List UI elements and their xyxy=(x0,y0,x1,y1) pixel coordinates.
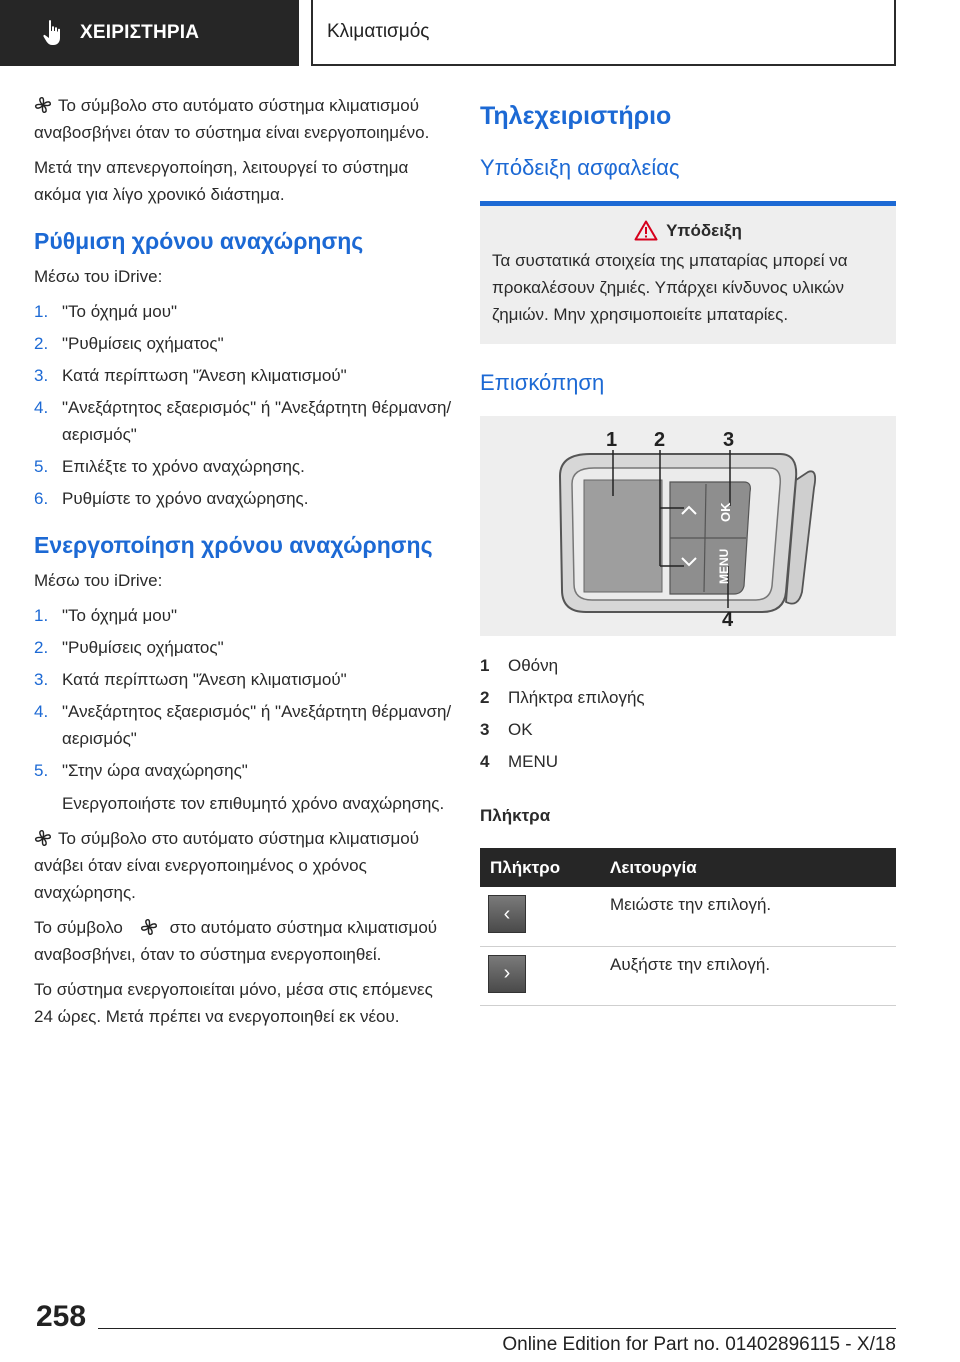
legend-item xyxy=(480,746,896,778)
legend-item xyxy=(480,682,896,714)
key-cell xyxy=(480,946,600,1005)
legend-item xyxy=(480,714,896,746)
step-text: "Ρυθμίσεις οχήματος" xyxy=(62,334,224,353)
legend-text: OK xyxy=(508,720,533,739)
keys-heading: Πλήκτρα xyxy=(480,806,551,825)
step-number: 1. xyxy=(34,302,49,321)
step-number: 4. xyxy=(34,702,49,721)
notice-header xyxy=(492,220,884,241)
keys-table xyxy=(480,848,896,1006)
step-number: 5. xyxy=(34,457,49,476)
right-column xyxy=(480,92,896,1006)
callout-4: 4 xyxy=(722,609,734,631)
step-number: 2. xyxy=(34,334,49,353)
warning-icon xyxy=(634,220,658,241)
step-number: 2. xyxy=(34,638,49,657)
step-text: Κατά περίπτωση "Άνεση κλιματισμού" xyxy=(62,366,347,385)
column-header: Λειτουργία xyxy=(600,848,896,887)
step-detail: Ενεργοποιήστε τον επιθυμητό χρόνο αναχώρησης. xyxy=(62,794,445,813)
remote-key-drawing xyxy=(480,416,896,636)
list-item xyxy=(34,757,452,784)
list-item xyxy=(34,362,452,389)
footer-divider xyxy=(98,1328,896,1329)
heading-activate-departure: Ενεργοποίηση χρόνου αναχώρησης xyxy=(34,532,433,558)
fan-lit-text: Το σύμβολο στο αυτόματο σύστημα κλιματισμού ανάβει όταν είναι ενεργοποιημένος ο χρόνος αναχώρησης. xyxy=(34,829,420,902)
step-text: "Ανεξάρτητος εξαερισμός" ή "Ανεξάρτητη θέρμανση/αερισμός" xyxy=(62,702,452,748)
list-item xyxy=(34,485,452,512)
via-idrive: Μέσω του iDrive: xyxy=(34,571,163,590)
function-cell: Αυξήστε την επιλογή. xyxy=(600,946,896,1005)
step-text: "Το όχημά μου" xyxy=(62,302,178,321)
callout-2: 2 xyxy=(654,429,666,451)
via-idrive: Μέσω του iDrive: xyxy=(34,267,163,286)
chapter-tab xyxy=(311,0,896,66)
step-number: 3. xyxy=(34,366,49,385)
paragraph xyxy=(34,825,452,906)
chevron-right-icon: › xyxy=(488,955,526,993)
symbol-blink-text: στο αυτόματο σύστημα κλιματισμού αναβοσβήνει, όταν το σύστημα ενεργοποιηθεί. xyxy=(34,918,438,964)
step-text: Κατά περίπτωση "Άνεση κλιματισμού" xyxy=(62,670,347,689)
callout-1: 1 xyxy=(606,429,618,451)
list-item xyxy=(34,666,452,693)
section-tab xyxy=(0,0,299,66)
fan-icon xyxy=(34,829,52,847)
table-header-row xyxy=(480,848,896,887)
list-item xyxy=(34,394,452,448)
steps-departure xyxy=(34,298,452,512)
remote-illustration xyxy=(480,416,896,636)
notice-text: Τα συστατικά στοιχεία της μπαταρίας μπορεί να προκαλέσουν ζημιές. Υπάρχει κίνδυνος υλικών ζημιών. Μην χρησιμοποιείτε μπαταρίες. xyxy=(492,251,848,324)
list-item xyxy=(34,298,452,325)
step-text: "Ανεξάρτητος εξαερισμός" ή "Ανεξάρτητη θέρμανση/αερισμός" xyxy=(62,398,452,444)
heading-departure-time: Ρύθμιση χρόνου αναχώρησης xyxy=(34,228,364,254)
chapter-title: Κλιματισμός xyxy=(327,21,430,42)
legend-item xyxy=(480,650,896,682)
step-text: "Το όχημά μου" xyxy=(62,606,178,625)
list-item xyxy=(34,698,452,752)
step-number: 1. xyxy=(34,606,49,625)
list-item xyxy=(34,602,452,629)
table-row xyxy=(480,887,896,946)
fan-icon xyxy=(140,918,158,936)
notice-title: Υπόδειξη xyxy=(666,220,742,240)
paragraph: Το σύστημα ενεργοποιείται μόνο, μέσα στις επόμενες 24 ώρες. Μετά πρέπει να ενεργοποιηθεί εκ νέου. xyxy=(34,980,433,1026)
steps-activate xyxy=(34,602,452,784)
legend-number: 2 xyxy=(480,688,490,707)
column-header: Πλήκτρο xyxy=(480,848,600,887)
paragraph: Μετά την απενεργοποίηση, λειτουργεί το σύστημα ακόμα για λίγο χρονικό διάστημα. xyxy=(34,158,409,204)
legend-text: Οθόνη xyxy=(508,656,559,675)
heading-safety: Υπόδειξη ασφαλείας xyxy=(480,155,680,180)
ok-label: OK xyxy=(718,502,733,522)
legend-number: 3 xyxy=(480,720,490,739)
hand-pointer-icon xyxy=(42,19,66,47)
step-number: 5. xyxy=(34,761,49,780)
list-item xyxy=(34,634,452,661)
figure-legend xyxy=(480,650,896,778)
function-cell: Μειώστε την επιλογή. xyxy=(600,887,896,946)
fan-blink-text: Το σύμβολο στο αυτόματο σύστημα κλιματισμού αναβοσβήνει όταν το σύστημα είναι ενεργοποιημένο. xyxy=(34,96,430,142)
chevron-left-icon: ‹ xyxy=(488,895,526,933)
edition-text: Online Edition for Part no. 01402896115 - X/18 xyxy=(502,1334,896,1355)
section-title: ΧΕΙΡΙΣΤΗΡΙΑ xyxy=(80,22,200,43)
heading-remote: Τηλεχειριστήριο xyxy=(480,102,672,130)
legend-number: 1 xyxy=(480,656,490,675)
legend-number: 4 xyxy=(480,752,490,771)
symbol-text: Το σύμβολο xyxy=(34,918,123,937)
list-item xyxy=(34,330,452,357)
table-row xyxy=(480,946,896,1005)
key-cell xyxy=(480,887,600,946)
step-number: 6. xyxy=(34,489,49,508)
step-text: Επιλέξτε το χρόνο αναχώρησης. xyxy=(62,457,305,476)
list-item xyxy=(34,453,452,480)
page-number: 258 xyxy=(36,1300,87,1333)
left-column xyxy=(34,92,452,1038)
step-number: 3. xyxy=(34,670,49,689)
callout-3: 3 xyxy=(723,429,735,451)
step-text: Ρυθμίστε το χρόνο αναχώρησης. xyxy=(62,489,309,508)
menu-label: MENU xyxy=(717,548,731,584)
heading-overview: Επισκόπηση xyxy=(480,370,605,395)
legend-text: MENU xyxy=(508,752,559,771)
fan-icon xyxy=(34,96,52,114)
paragraph xyxy=(34,92,452,146)
step-text: "Στην ώρα αναχώρησης" xyxy=(62,761,248,780)
notice-box xyxy=(480,201,896,344)
paragraph xyxy=(34,914,452,968)
legend-text: Πλήκτρα επιλογής xyxy=(508,688,645,707)
step-text: "Ρυθμίσεις οχήματος" xyxy=(62,638,224,657)
page-header xyxy=(0,0,960,66)
step-number: 4. xyxy=(34,398,49,417)
